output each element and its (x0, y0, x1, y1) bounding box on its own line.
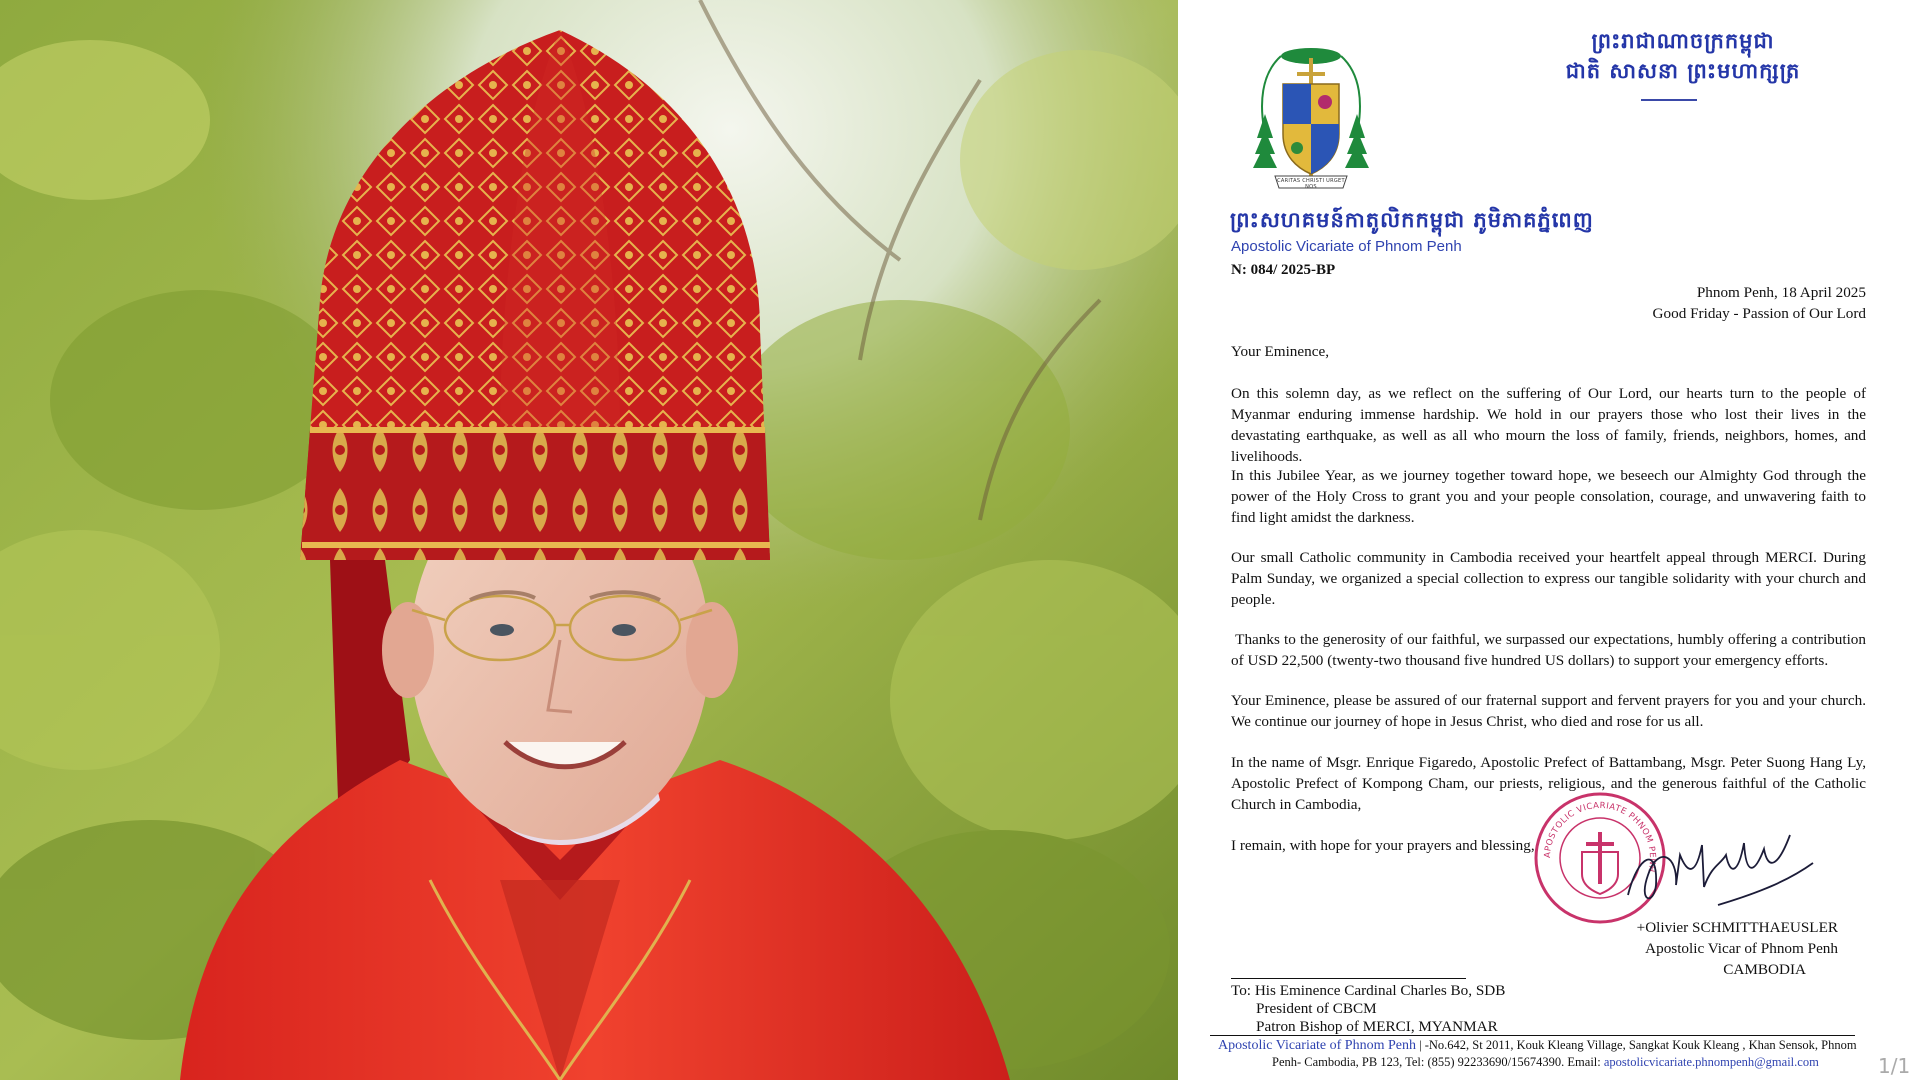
recipient-line-2: President of CBCM (1256, 1000, 1377, 1017)
footer-email-link[interactable]: apostolicvicariate.phnompenh@gmail.com (1603, 1055, 1819, 1069)
page-indicator: 1/1 (1878, 1054, 1911, 1078)
footer (1218, 1037, 1858, 1071)
paragraph-3: Our small Catholic community in Cambodia received your heartfelt appeal through MERCI. During Palm Sunday, we organized a special collection to express our tangible solidarity with your church and people. (1231, 549, 1866, 608)
vicariate-name-khmer: ព្រះសហគមន៍កាតូលិកកម្ពុជា ភូមិភាគភ្នំពេញ (1230, 208, 1594, 232)
heading-divider (1641, 99, 1697, 101)
closing-line: I remain, with hope for your prayers and blessing, (1231, 837, 1535, 854)
paragraph-6: In the name of Msgr. Enrique Figaredo, Apostolic Prefect of Battambang, Msgr. Peter Suong Hang Ly, Apostolic Prefect of Kompong Cham, our priests, religious, and the generous faithful of the Catholic Church in Cambodia, (1231, 754, 1866, 813)
footer-address-line2: Penh- Cambodia, PB 123, Tel: (855) 92233690/15674390. Email: (1272, 1055, 1604, 1069)
signatory-name: +Olivier SCHMITTHAEUSLER (1636, 919, 1838, 936)
place-date: Phnom Penh, 18 April 2025 (1696, 284, 1866, 301)
footer-address-line1: | -No.642, St 2011, Kouk Kleang Village, Sangkat Kouk Kleang , Khan Sensok, Phnom (1415, 1038, 1857, 1052)
signatory-block (1568, 917, 1838, 980)
footer-org: Apostolic Vicariate of Phnom Penh (1218, 1038, 1416, 1053)
date-block (1478, 282, 1866, 324)
coat-of-arms (1251, 44, 1371, 204)
salutation: Your Eminence, (1231, 343, 1330, 360)
coat-motto: CARITAS CHRISTI URGET NOS (1277, 178, 1345, 190)
paragraph-2: In this Jubilee Year, as we journey together toward hope, we beseech our Almighty God through the power of the Holy Cross to grant you and your people consolation, courage, and unwavering faith to find light amidst the darkness. (1231, 467, 1866, 526)
footer-rule (1210, 1035, 1855, 1036)
recipient-line-3: Patron Bishop of MERCI, MYANMAR (1256, 1018, 1498, 1035)
recipient-line-1: To: His Eminence Cardinal Charles Bo, SDB (1231, 982, 1506, 999)
handwritten-signature (1618, 815, 1818, 915)
recipient-rule (1231, 978, 1466, 979)
occasion: Good Friday - Passion of Our Lord (1652, 305, 1866, 322)
vicariate-name-english: Apostolic Vicariate of Phnom Penh (1231, 238, 1462, 255)
letter-document (1178, 0, 1920, 1080)
kingdom-heading-line2: ជាតិ សាសនា ព្រះមហាក្សត្រ (1565, 59, 1801, 83)
reference-number: N: 084/ 2025-BP (1231, 262, 1336, 278)
paragraph-1: On this solemn day, as we reflect on the suffering of Our Lord, our hearts turn to the people of Myanmar enduring immense hardship. We hold in our prayers those who lost their lives in the devastating earthquake, as well as all who mourn the loss of family, friends, neighbors, homes, and livelihoods. (1231, 385, 1866, 465)
signatory-country: CAMBODIA (1723, 961, 1806, 978)
paragraph-5: Your Eminence, please be assured of our fraternal support and fervent prayers for you and your church. We continue our journey of hope in Jesus Christ, who died and rose for us all. (1231, 692, 1866, 730)
paragraph-4: Thanks to the generosity of our faithful, we surpassed our expectations, humbly offering a contribution of USD 22,500 (twenty-two thousand five hundred US dollars) to support your emergency efforts. (1231, 631, 1870, 669)
stamp-ring-text: APOSTOLIC VICARIATE PHNOM PENH (1542, 800, 1658, 874)
signatory-title: Apostolic Vicar of Phnom Penh (1645, 940, 1838, 957)
recipient-block (1231, 982, 1505, 1036)
kingdom-heading-line1: ព្រះរាជាណាចក្រកម្ពុជា (1591, 29, 1775, 53)
